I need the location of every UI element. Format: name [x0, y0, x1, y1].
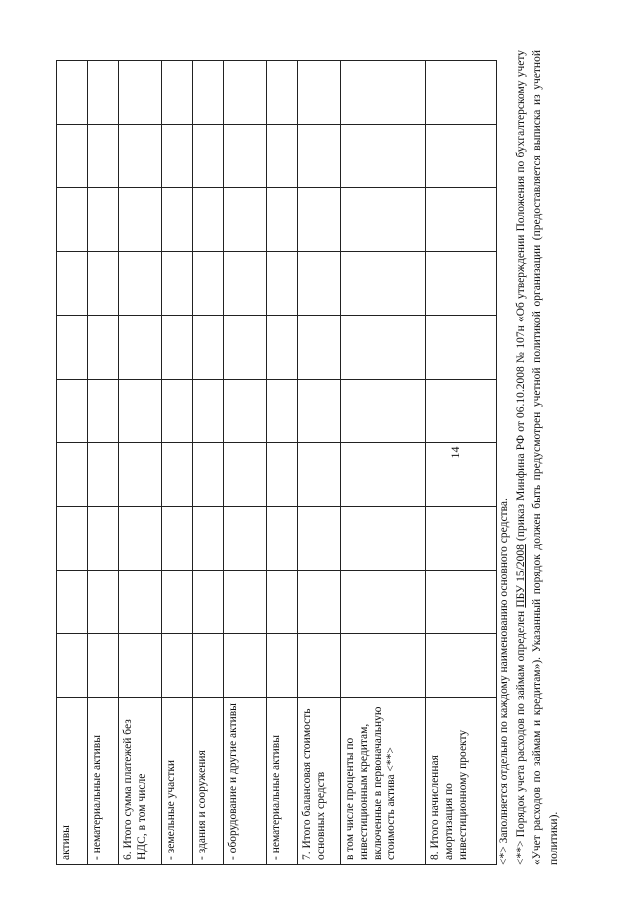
table-cell — [57, 570, 88, 634]
table-cell — [88, 252, 119, 316]
table-cell — [341, 124, 426, 188]
table-cell — [193, 379, 224, 443]
table-cell — [341, 379, 426, 443]
table-cell — [267, 188, 298, 252]
table-cell — [341, 506, 426, 570]
table-row — [119, 61, 162, 865]
table-cell — [162, 124, 193, 188]
table-row — [426, 61, 497, 865]
table-cell — [426, 506, 497, 570]
table-cell — [193, 61, 224, 125]
row-label: 8. Итого начисленная амортизация по инвестиционному проекту — [426, 698, 497, 865]
table-cell — [57, 634, 88, 698]
table-cell — [426, 61, 497, 125]
table-row — [341, 61, 426, 865]
table-cell — [119, 315, 162, 379]
row-label: - земельные участки — [162, 698, 193, 865]
table-cell — [88, 443, 119, 507]
page-number: 14 — [448, 446, 462, 459]
table-cell — [224, 61, 267, 125]
table-cell — [267, 61, 298, 125]
table-cell — [119, 188, 162, 252]
table-cell — [162, 506, 193, 570]
table-cell — [119, 379, 162, 443]
table-cell — [119, 570, 162, 634]
footnotes — [496, 50, 563, 865]
table-cell — [298, 570, 341, 634]
table-cell — [162, 443, 193, 507]
investment-table — [56, 60, 497, 865]
table-cell — [193, 506, 224, 570]
table-cell — [224, 315, 267, 379]
row-label: - нематериальные активы — [88, 698, 119, 865]
table-cell — [57, 252, 88, 316]
table-cell — [119, 506, 162, 570]
table-row — [298, 61, 341, 865]
table-cell — [426, 379, 497, 443]
table-cell — [426, 570, 497, 634]
row-label: - оборудование и другие активы — [224, 698, 267, 865]
table-cell — [57, 124, 88, 188]
table-cell — [426, 634, 497, 698]
table-cell — [57, 188, 88, 252]
table-cell — [193, 252, 224, 316]
table-cell — [341, 252, 426, 316]
table-cell — [162, 61, 193, 125]
table-cell — [341, 61, 426, 125]
table-cell — [88, 315, 119, 379]
row-label: 7. Итого балансовая стоимость основных средств — [298, 698, 341, 865]
table-cell — [224, 379, 267, 443]
table-cell — [298, 506, 341, 570]
table-cell — [193, 443, 224, 507]
table-cell — [162, 315, 193, 379]
table-cell — [88, 124, 119, 188]
table-cell — [193, 188, 224, 252]
table-cell — [341, 315, 426, 379]
table-cell — [267, 443, 298, 507]
table-cell — [267, 379, 298, 443]
table-cell — [267, 570, 298, 634]
table-cell — [119, 124, 162, 188]
table-row — [162, 61, 193, 865]
table-cell — [426, 315, 497, 379]
table-cell — [162, 188, 193, 252]
table-cell — [88, 379, 119, 443]
table-row — [57, 61, 88, 865]
table-cell — [224, 188, 267, 252]
table-cell — [224, 443, 267, 507]
pbu-reference-link[interactable]: ПБУ 15/2008 — [514, 544, 527, 608]
table-cell — [119, 443, 162, 507]
table-cell — [193, 570, 224, 634]
table-cell — [88, 570, 119, 634]
table-cell — [298, 634, 341, 698]
table-cell — [341, 570, 426, 634]
table-cell — [193, 124, 224, 188]
table-cell — [267, 506, 298, 570]
table-cell — [162, 634, 193, 698]
table-cell — [224, 124, 267, 188]
table-cell — [267, 315, 298, 379]
table-cell — [426, 124, 497, 188]
footnote-2 — [513, 50, 563, 865]
table-cell — [57, 61, 88, 125]
table-cell — [119, 61, 162, 125]
table-cell — [193, 634, 224, 698]
table-row — [193, 61, 224, 865]
table-cell — [298, 443, 341, 507]
table-cell — [88, 61, 119, 125]
table-cell — [298, 379, 341, 443]
footnote-1: <*> Заполняется отдельно по каждому наименованию основного средства. — [498, 498, 510, 865]
table-cell — [267, 634, 298, 698]
table-cell — [298, 61, 341, 125]
table-cell — [341, 188, 426, 252]
table-cell — [162, 379, 193, 443]
table-cell — [224, 506, 267, 570]
table-row — [88, 61, 119, 865]
table-cell — [88, 188, 119, 252]
table-cell — [298, 188, 341, 252]
table-cell — [298, 124, 341, 188]
table-cell — [298, 252, 341, 316]
table-cell — [162, 252, 193, 316]
footnote-2-text-start: <**> Порядок учета расходов по займам определен — [514, 607, 527, 865]
table-cell — [119, 634, 162, 698]
table-cell — [162, 570, 193, 634]
table-cell — [88, 506, 119, 570]
row-label: - нематериальные активы — [267, 698, 298, 865]
table-row — [267, 61, 298, 865]
row-label: в том числе проценты по инвестиционным кредитам, включенные в первоначальную стоимость актива <**> — [341, 698, 426, 865]
table-cell — [298, 315, 341, 379]
table-cell — [426, 443, 497, 507]
table-cell — [57, 506, 88, 570]
footnote-2-text-end: (приказ Минфина РФ от 06.10.2008 № 107н «Об утверждении Положения по бухгалтерскому учету «Учет расходов по займам и кредитам»). Указанный порядок должен быть предусмотрен учетной политикой организации (предоставляется выписка из учетной политики). — [514, 49, 561, 865]
table-cell — [57, 315, 88, 379]
row-label: 6. Итого сумма платежей без НДС, в том числе — [119, 698, 162, 865]
row-label: активы — [57, 698, 88, 865]
row-label: - здания и сооружения — [193, 698, 224, 865]
table-cell — [426, 188, 497, 252]
table-cell — [119, 252, 162, 316]
table-row — [224, 61, 267, 865]
table-cell — [267, 252, 298, 316]
table-cell — [224, 252, 267, 316]
table-cell — [57, 443, 88, 507]
table-cell — [224, 634, 267, 698]
table-cell — [193, 315, 224, 379]
table-cell — [224, 570, 267, 634]
table-cell — [57, 379, 88, 443]
table-cell — [267, 124, 298, 188]
table-cell — [341, 443, 426, 507]
table-cell — [88, 634, 119, 698]
table-cell — [341, 634, 426, 698]
table-cell — [426, 252, 497, 316]
